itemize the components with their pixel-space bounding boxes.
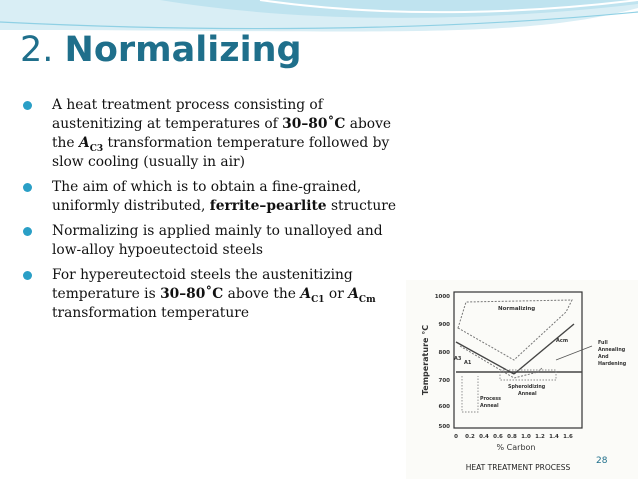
bullet-1-symbol: A bbox=[78, 135, 90, 151]
bullet-4-subscript-1: C1 bbox=[311, 294, 325, 305]
xtick-0.2: 0.2 bbox=[465, 434, 475, 440]
bullet-1-text-a: A heat treatment process consisting of austenitizing at temperatures of bbox=[52, 97, 323, 132]
bullet-2-text-b: structure bbox=[326, 198, 397, 214]
slide-title bbox=[20, 30, 302, 70]
label-full-2: Annealing bbox=[598, 348, 626, 353]
ytick-900: 900 bbox=[438, 322, 450, 328]
xtick-1.6: 1.6 bbox=[563, 434, 573, 440]
bullet-item-1 bbox=[20, 96, 400, 172]
bullet-1-temp: 30–80˚C bbox=[282, 116, 346, 132]
xtick-1.2: 1.2 bbox=[535, 434, 545, 440]
bullet-4-symbol-2: A bbox=[348, 286, 359, 302]
xtick-0.8: 0.8 bbox=[507, 434, 517, 440]
x-axis-label: % Carbon bbox=[496, 443, 536, 452]
xtick-1.0: 1.0 bbox=[521, 434, 531, 440]
bullet-item-3 bbox=[20, 222, 400, 260]
label-full-4: Hardening bbox=[598, 362, 627, 367]
label-normalizing: Normalizing bbox=[498, 306, 536, 312]
bullet-item-4 bbox=[20, 266, 400, 323]
bullet-1-text-c: transformation temperature followed by slow cooling (usually in air) bbox=[52, 135, 390, 170]
ytick-1000: 1000 bbox=[434, 294, 450, 300]
label-full-1: Full bbox=[598, 341, 608, 346]
ytick-800: 800 bbox=[438, 350, 450, 356]
label-proc-2: Anneal bbox=[480, 404, 499, 409]
bullet-item-2 bbox=[20, 178, 400, 216]
y-axis-label: Temperature °C bbox=[421, 324, 430, 396]
label-acm: Acm bbox=[556, 338, 569, 344]
label-proc-1: Process bbox=[480, 397, 501, 402]
bullet-1-subscript: C3 bbox=[89, 143, 104, 154]
bullet-4-text-a: For hypereutectoid steels the austenitizing temperature is bbox=[52, 267, 353, 302]
xtick-0.4: 0.4 bbox=[479, 434, 489, 440]
ytick-500: 500 bbox=[438, 424, 450, 430]
label-a3: A3 bbox=[454, 356, 462, 362]
label-sph-1: Spheroidizing bbox=[508, 385, 546, 390]
heat-treatment-diagram bbox=[406, 280, 638, 479]
xtick-0: 0 bbox=[454, 434, 458, 440]
bullet-4-text-b: above the bbox=[223, 286, 301, 302]
bullet-4-subscript-2: Cm bbox=[358, 294, 376, 305]
ytick-600: 600 bbox=[438, 404, 450, 410]
title-word: Normalizing bbox=[64, 30, 302, 70]
bullet-dot-icon bbox=[23, 227, 32, 236]
figure-caption: HEAT TREATMENT PROCESS bbox=[465, 463, 571, 472]
label-full-3: And bbox=[598, 355, 609, 360]
bullet-3-text: Normalizing is applied mainly to unalloyed and low-alloy hypoeutectoid steels bbox=[52, 223, 383, 258]
bullet-4-symbol-1: A bbox=[300, 286, 312, 302]
bullet-dot-icon bbox=[23, 183, 32, 192]
label-sph-2: Anneal bbox=[518, 392, 537, 397]
xtick-1.4: 1.4 bbox=[549, 434, 559, 440]
page-number: 28 bbox=[596, 456, 608, 466]
bullet-4-temp: 30–80˚C bbox=[160, 286, 224, 302]
label-a1: A1 bbox=[464, 360, 472, 366]
bullet-2-text-a: The aim of which is to obtain a fine-grained, uniformly distributed, bbox=[52, 179, 362, 214]
bullet-4-text-c: or bbox=[324, 286, 349, 302]
xtick-0.6: 0.6 bbox=[493, 434, 503, 440]
bullet-dot-icon bbox=[23, 271, 32, 280]
bullet-1-text-b: above the bbox=[52, 116, 392, 151]
bullet-4-text-d: transformation temperature bbox=[52, 305, 249, 321]
ytick-700: 700 bbox=[438, 378, 450, 384]
bullet-2-bold: ferrite–pearlite bbox=[209, 198, 327, 214]
bullet-list bbox=[20, 96, 400, 329]
title-number: 2. bbox=[20, 30, 54, 70]
bullet-dot-icon bbox=[23, 101, 32, 110]
